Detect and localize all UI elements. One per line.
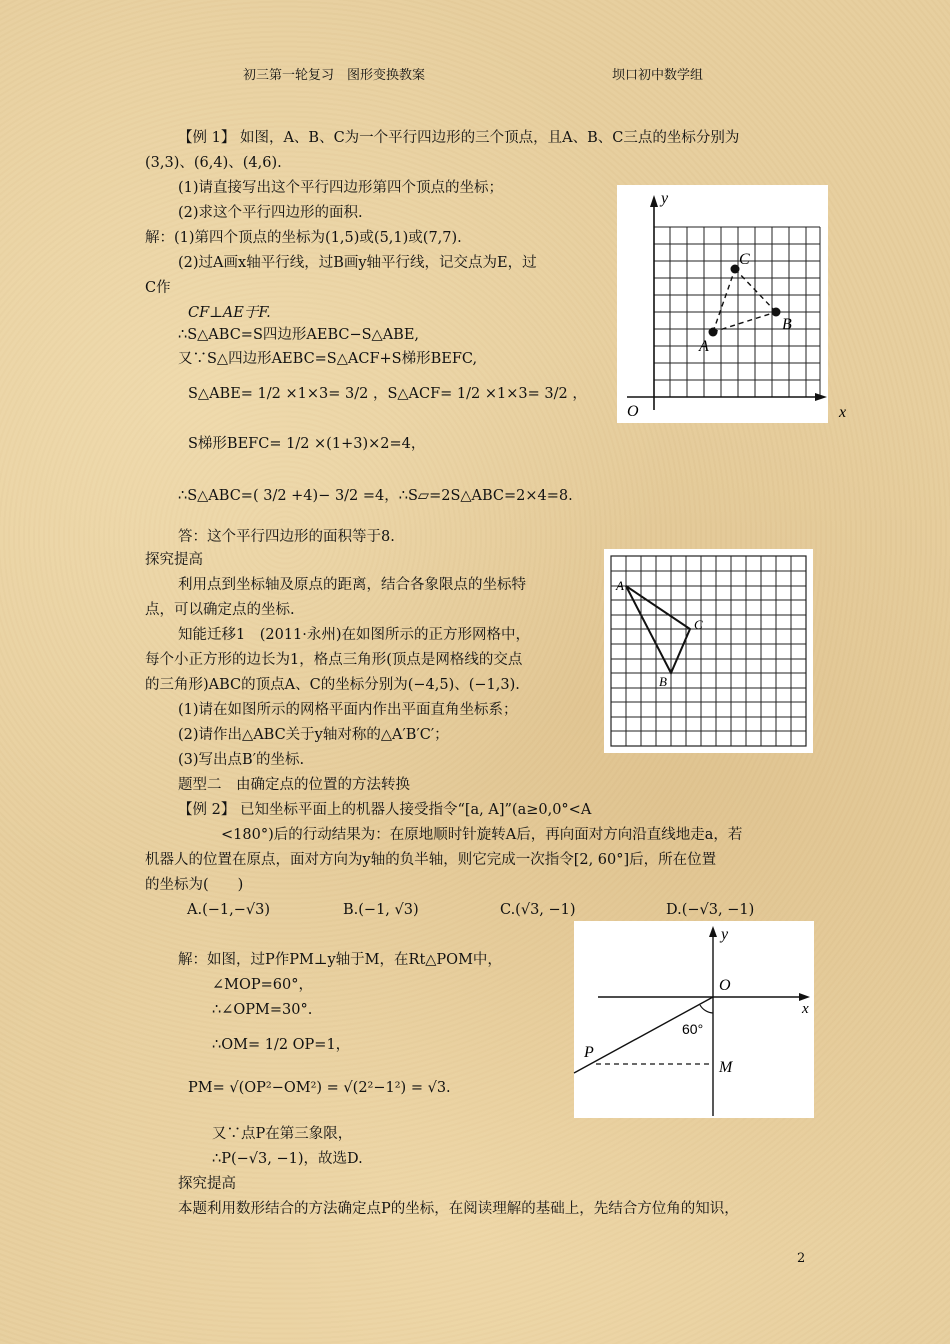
example2-s5: PM= √(OP²−OM²) = √(2²−1²) = √3. (188, 1080, 451, 1096)
transfer1-q3: (3)写出点B′的坐标. (178, 752, 305, 768)
label-o: O (627, 403, 639, 420)
example2-s4: ∴OM= 1/2 OP=1， (212, 1037, 351, 1053)
label-b: B (659, 674, 667, 689)
example1-q2: (2)求这个平行四边形的面积. (178, 205, 363, 221)
point-b (772, 308, 781, 317)
example2-l4: 的坐标为( ) (145, 877, 244, 893)
example1-line1: 【例 1】 如图，A、B、C为一个平行四边形的三个顶点，且A、B、C三点的坐标分别为 (178, 130, 740, 146)
explore2-p1: 本题利用数形结合的方法确定点P的坐标，在阅读理解的基础上，先结合方位角的知识， (178, 1201, 739, 1217)
page-number: 2 (797, 1251, 806, 1266)
example1-answer: 答：这个平行四边形的面积等于8. (178, 529, 395, 545)
option-b: B.(−1, √3) (343, 902, 419, 918)
x-axis-arrow (815, 393, 827, 401)
example2-l3: 机器人的位置在原点，面对方向为y轴的负半轴，则它完成一次指令[2, 60°]后，所在位置 (145, 852, 717, 868)
label-a: A (699, 338, 709, 355)
label-y: y (661, 190, 669, 207)
example1-line2: (3,3)、(6,4)、(4,6). (145, 155, 282, 171)
x-axis-arrow (799, 993, 810, 1001)
example1-sol6: 又∵S△四边形AEBC=S△ACF+S梯形BEFC, (178, 351, 478, 367)
label-o: O (719, 977, 731, 994)
example2-l1: 【例 2】 已知坐标平面上的机器人接受指令“[a, A]”(a≥0,0°<A (178, 802, 592, 818)
transfer1-q2: (2)请作出△ABC关于y轴对称的△A′B′C′； (178, 727, 449, 743)
label-p: P (584, 1044, 594, 1061)
figure-robot-coordinate (574, 921, 814, 1118)
type2-title: 题型二 由确定点的位置的方法转换 (178, 777, 410, 793)
example2-s1: 解：如图，过P作PM⊥y轴于M，在Rt△POM中， (178, 952, 502, 968)
example1-sol9: ∴S△ABC=( 3/2 +4)− 3/2 =4，∴S▱=2S△ABC=2×4=8. (178, 488, 573, 504)
example1-sol1: 解：(1)第四个顶点的坐标为(1,5)或(5,1)或(7,7). (145, 230, 462, 246)
option-c: C.(√3, −1) (500, 902, 576, 918)
explore1-title: 探究提高 (145, 552, 203, 568)
point-a (709, 328, 718, 337)
figure-grid-parallelogram (617, 185, 847, 423)
explore1-p1: 利用点到坐标轴及原点的距离，结合各象限点的坐标特 (178, 577, 526, 593)
label-x: x (839, 404, 847, 421)
label-angle: 60° (682, 1021, 704, 1037)
label-m: M (719, 1059, 733, 1076)
y-axis-arrow (709, 926, 717, 937)
example2-s7: ∴P(−√3, −1)，故选D. (212, 1151, 363, 1167)
option-a: A.(−1,−√3) (187, 902, 270, 918)
label-a: A (616, 578, 624, 593)
transfer1-l3: 的三角形)ABC的顶点A、C的坐标分别为(−4,5)、(−1,3). (145, 677, 520, 693)
label-x: x (802, 1001, 809, 1017)
label-y: y (721, 926, 729, 943)
explore2-title: 探究提高 (178, 1176, 236, 1192)
label-b: B (782, 316, 792, 333)
option-d: D.(−√3, −1) (666, 902, 755, 918)
transfer1-l2: 每个小正方形的边长为1，格点三角形(顶点是网格线的交点 (145, 652, 523, 668)
header-left: 初三第一轮复习 图形变换教案 (243, 68, 426, 83)
example1-sol3: C作 (145, 280, 171, 296)
figure-grid-triangle (604, 549, 813, 753)
example1-sol2: (2)过A画x轴平行线，过B画y轴平行线，记交点为E，过 (178, 255, 537, 271)
example2-l2: <180°)后的行动结果为：在原地顺时针旋转A后，再向面对方向沿直线地走a，若 (221, 827, 743, 843)
example1-sol5: ∴S△ABC=S四边形AEBC−S△ABE, (178, 327, 420, 343)
angle-arc (700, 1005, 713, 1013)
example2-s3: ∴∠OPM=30°. (212, 1002, 313, 1018)
transfer1-l1: 知能迁移1 (2011·永州)在如图所示的正方形网格中， (178, 627, 531, 643)
y-axis-arrow (650, 195, 658, 207)
label-c: C (739, 251, 750, 268)
example1-q1: (1)请直接写出这个平行四边形第四个顶点的坐标； (178, 180, 504, 196)
example1-sol4: CF⊥AE于F. (188, 305, 271, 321)
example2-s6: 又∵点P在第三象限， (212, 1126, 353, 1142)
header-right: 坝口初中数学组 (612, 68, 704, 83)
explore1-p2: 点，可以确定点的坐标. (145, 602, 295, 618)
example2-s2: ∠MOP=60°， (212, 977, 313, 993)
transfer1-q1: (1)请在如图所示的网格平面内作出平面直角坐标系； (178, 702, 518, 718)
label-c: C (694, 617, 703, 632)
example1-sol8: S梯形BEFC= 1/2 ×(1+3)×2=4， (188, 436, 426, 452)
example1-sol7: S△ABE= 1/2 ×1×3= 3/2 ，S△ACF= 1/2 ×1×3= 3/2 ， (188, 386, 587, 402)
